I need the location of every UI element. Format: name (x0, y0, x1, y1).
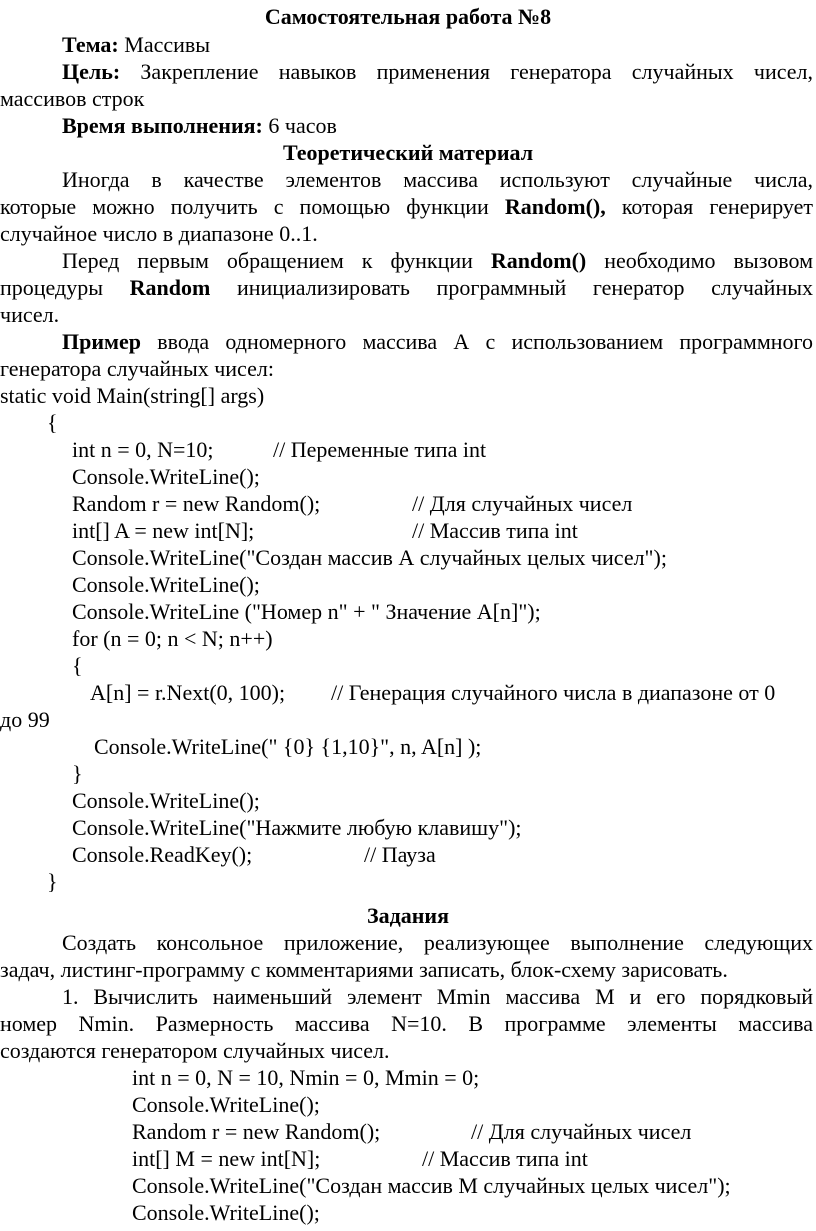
code-comment: // Массив типа int (412, 518, 578, 543)
topic-label: Тема: (62, 32, 119, 57)
para3-line-2: генератора случайных чисел: (0, 356, 274, 381)
tasks-intro-line-2: задач, листинг-программу с комментариями записать, блок-схему зарисовать. (0, 957, 728, 982)
code-line: int[] M = new int[N]; (132, 1146, 321, 1171)
code-line: Console.WriteLine(); (72, 572, 260, 597)
para2-line-2 (0, 274, 813, 301)
time-line (0, 112, 816, 139)
code-line: for (n = 0; n < N; n++) (72, 626, 273, 651)
code-line: Console.WriteLine("Нажмите любую клавишу"); (72, 815, 522, 840)
code-line: Random r = new Random(); (72, 491, 321, 516)
para2-text: процедуры (0, 275, 130, 300)
random-proc-name: Random (129, 275, 211, 300)
code-line: } (72, 761, 83, 786)
code-line: int n = 0, N=10; (72, 437, 214, 462)
code-line: int[] A = new int[N]; (72, 518, 255, 543)
para1-text: которые можно получить с помощью функции (0, 194, 505, 219)
code-comment: // Пауза (364, 842, 436, 867)
code-line: Console.WriteLine("Создан массив А случайных целых чисел"); (72, 545, 667, 570)
goal-line-1 (62, 58, 813, 85)
para2-text: инициализировать программный генератор случайных (210, 275, 813, 300)
code-line: Console.WriteLine(); (72, 464, 260, 489)
topic-line (0, 31, 816, 58)
random-func-name: Random() (490, 248, 587, 273)
code-comment: // Для случайных чисел (412, 491, 633, 516)
tasks-heading: Задания (367, 903, 449, 928)
para2-text: Перед первым обращением к функции (62, 248, 491, 273)
code-line: до 99 (0, 707, 50, 732)
para2-text: необходимо вызовом (586, 248, 814, 273)
code-comment: // Для случайных чисел (471, 1119, 692, 1144)
code-line: } (47, 869, 58, 894)
para3-text: ввода одномерного массива А с использованием программного (141, 329, 813, 354)
para3-line-1 (62, 328, 813, 355)
topic-text: Массивы (124, 32, 211, 57)
code-line: Console.WriteLine ("Номер n" + " Значение A[n]"); (72, 599, 541, 624)
code-line: Console.WriteLine(" {0} {1,10}", n, A[n] ); (94, 734, 482, 759)
theory-heading: Теоретический материал (282, 140, 534, 165)
para1-line-2 (0, 193, 813, 220)
para2-line-3: чисел. (0, 302, 60, 327)
para1-line-3: случайное число в диапазоне 0..1. (0, 221, 318, 246)
goal-label: Цель: (62, 59, 121, 84)
para1-text: которая генерирует (605, 194, 813, 219)
time-label: Время выполнения: (62, 113, 263, 138)
code-line: static void Main(string[] args) (0, 383, 265, 408)
para2-line-1 (62, 247, 813, 274)
code-line: Console.WriteLine(); (132, 1200, 320, 1225)
random-func-name: Random(), (504, 194, 606, 219)
goal-line-2: массивов строк (0, 86, 145, 111)
code-line: A[n] = r.Next(0, 100); (90, 680, 286, 705)
code-comment: // Массив типа int (422, 1146, 588, 1171)
code-line: Console.WriteLine("Создан массив М случайных целых чисел"); (132, 1173, 731, 1198)
code-line: int n = 0, N = 10, Nmin = 0, Mmin = 0; (132, 1065, 480, 1090)
page-title: Самостоятельная работа №8 (264, 4, 552, 29)
code-line: Console.WriteLine(); (72, 788, 260, 813)
code-line: Console.WriteLine(); (132, 1092, 320, 1117)
code-line: { (47, 410, 58, 435)
task1-line-1: 1. Вычислить наименьший элемент Mmin массива M и его порядковый (62, 984, 813, 1009)
task1-line-2: номер Nmin. Размерность массива N=10. В программе элементы массива (0, 1011, 813, 1036)
code-line: { (72, 653, 83, 678)
example-label: Пример (62, 329, 142, 354)
time-text: 6 часов (268, 113, 337, 138)
goal-text: Закрепление навыков применения генератора случайных чисел, (140, 59, 813, 84)
code-comment: // Переменные типа int (273, 437, 487, 462)
task1-line-3: создаются генератором случайных чисел. (0, 1038, 390, 1063)
tasks-intro-line-1: Создать консольное приложение, реализующее выполнение следующих (62, 930, 813, 955)
code-line: Console.ReadKey(); (72, 842, 253, 867)
code-comment: // Генерация случайного числа в диапазоне от 0 (331, 680, 776, 705)
para1-line-1: Иногда в качестве элементов массива используют случайные числа, (62, 167, 813, 192)
code-line: Random r = new Random(); (132, 1119, 381, 1144)
